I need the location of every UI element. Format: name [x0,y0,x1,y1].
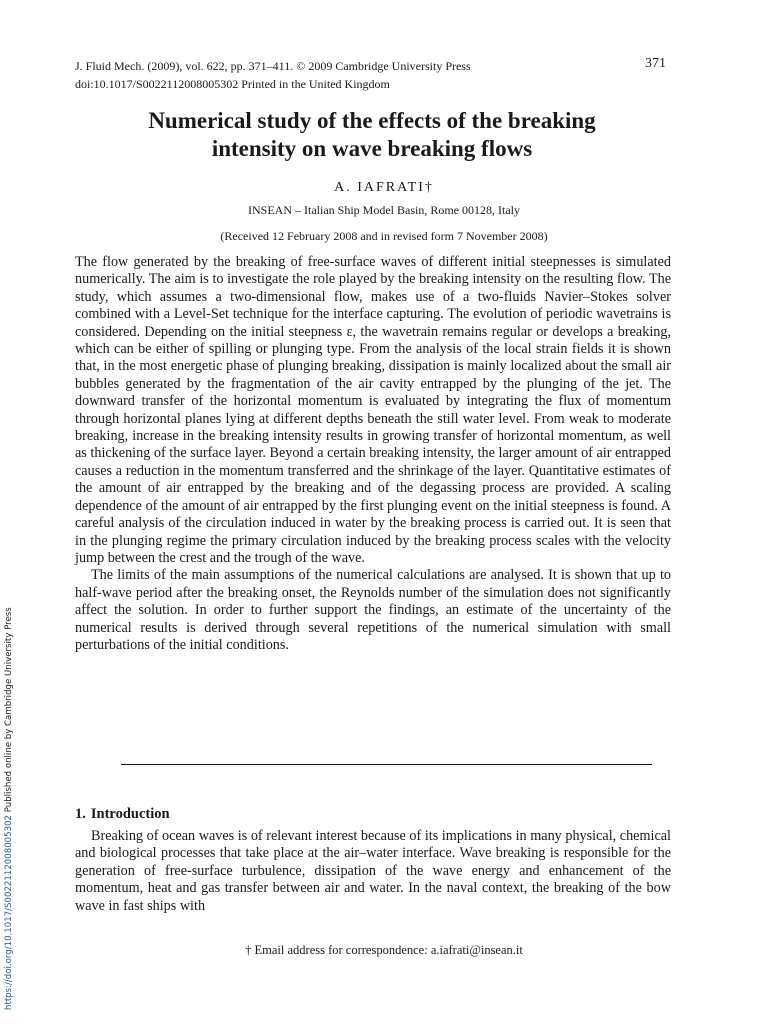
author-name: A. IAFRATI† [334,180,434,195]
article-title [60,107,684,163]
section-number: 1. [75,806,86,822]
title-line-1: Numerical study of the effects of the breaking [148,108,596,133]
section-heading [75,806,170,823]
page-number: 371 [645,56,666,71]
abstract-paragraph-2: The limits of the main assumptions of the numerical calculations are analysed. It is shown that up to half-wave period after the breaking onset, the Reynolds number of the simulation does not significantly affect the solution. In order to further support the findings, an estimate of the uncertainty of the numerical results is derived through several repetitions of the numerical simulation with small perturbations of the initial conditions. [75,567,671,653]
doi-line: doi:10.1017/S0022112008005302 Printed in the United Kingdom [75,77,390,91]
correspondence-footnote: † Email address for correspondence: a.iafrati@insean.it [245,943,523,957]
introduction-paragraph: Breaking of ocean waves is of relevant interest because of its implications in many physical, chemical and biological processes that take place at the air–water interface. Wave breaking is responsible for the generation of free-surface turbulence, dissipation of the wave energy and enhancement of the momentum, heat and gas transfer between air and water. In the naval context, the breaking of the bow wave in fast ships with [75,828,671,914]
side-note-text: Published online by Cambridge University Press [4,607,14,815]
abstract-paragraph-1: The flow generated by the breaking of free-surface waves of different initial steepnesses is simulated numerically. The aim is to investigate the role played by the breaking intensity on the resulting flow. The study, which assumes a two-dimensional flow, makes use of a two-fluids Navier–Stokes solver combined with a Level-Set technique for the interface capturing. The evolution of periodic wavetrains is considered. Depending on the initial steepness ε, the wavetrain remains regular or develops a breaking, which can be either of spilling or plunging type. From the analysis of the local strain fields it is shown that, in the most energetic phase of plunging breaking, dissipation is mainly localized about the small air bubbles generated by the fragmentation of the air cavity entrapped by the plunging of the jet. The downward transfer of the horizontal momentum is evaluated by integrating the flux of momentum through horizontal planes lying at different depths beneath the still water level. From weak to moderate breaking, increase in the breaking intensity results in growing transfer of horizontal momentum, as well as thickening of the surface layer. Beyond a certain breaking intensity, the larger amount of air entrapped causes a reduction in the momentum transferred and the shrinkage of the layer. Quantitative estimates of the amount of air entrapped by the breaking and of the degassing process are provided. A scaling dependence of the amount of air entrapped by the first plunging event on the initial steepness is found. A careful analysis of the circulation induced in water by the breaking process is carried out. It is seen that in the plunging regime the primary circulation induced by the breaking process scales with the velocity jump between the crest and the trough of the wave. [75,254,671,566]
citation-line: J. Fluid Mech. (2009), vol. 622, pp. 371–411. © 2009 Cambridge University Press [75,59,471,73]
abstract-divider [121,764,652,765]
running-header [75,57,471,93]
section-title: Introduction [90,806,170,822]
title-line-2: intensity on wave breaking flows [211,136,533,161]
doi-link[interactable]: https://doi.org/10.1017/S0022112008005302 [4,815,14,1010]
received-dates: (Received 12 February 2008 and in revised form 7 November 2008) [220,229,548,243]
side-publication-note [4,607,14,1010]
introduction-body [75,828,671,915]
author-affiliation: INSEAN – Italian Ship Model Basin, Rome 00128, Italy [248,203,520,217]
abstract [75,254,671,654]
